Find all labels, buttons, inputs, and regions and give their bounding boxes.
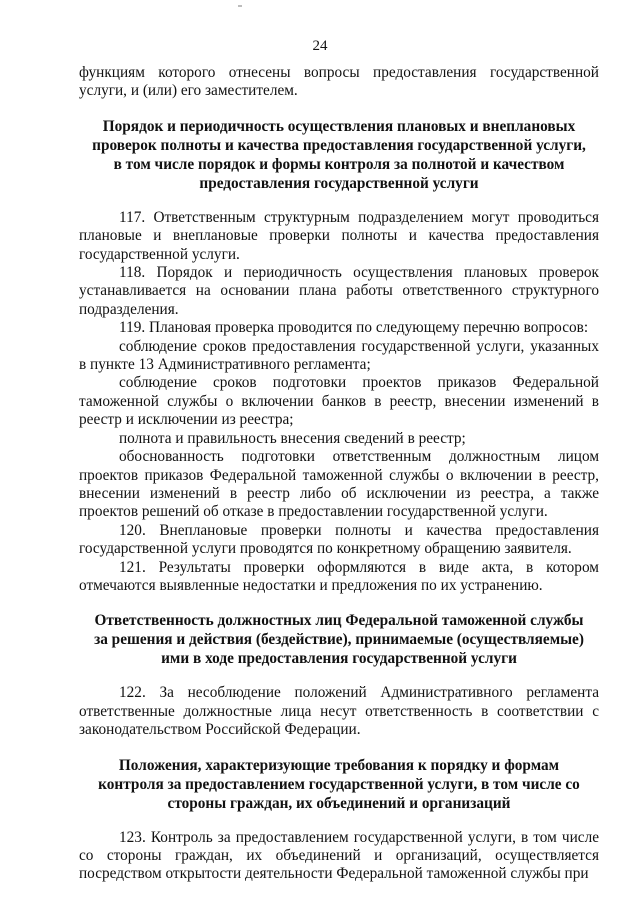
list-item-justification: обоснованность подготовки ответственным должностным лицом проектов приказов Федеральной таможенной службы о включении в реестр, внесении изменений в реестр либо об исключении из реестра, а также проектов решений об отказе в предоставлении государственной услуги. bbox=[79, 448, 599, 521]
section-heading-public-control: Положения, характеризующие требования к порядку и формам контроля за предоставлением государственной услуги, в том числе со стороны граждан, их объединений и организаций bbox=[98, 756, 580, 812]
page-number: 24 bbox=[312, 38, 328, 54]
paragraph-118: 118. Порядок и периодичность осуществления плановых проверок устанавливается на основании плана работы ответственного структурного подразделения. bbox=[79, 264, 599, 318]
paragraph-119: 119. Плановая проверка проводится по следующему перечню вопросов: bbox=[119, 319, 589, 337]
paragraph-continuation: функциям которого отнесены вопросы предоставления государственной услуги, и (или) его заместителем. bbox=[79, 64, 599, 100]
paragraph-117: 117. Ответственным структурным подразделением могут проводиться плановые и внеплановые проверки полноты и качества предоставления государственной услуги. bbox=[79, 208, 599, 263]
scan-artifact bbox=[238, 5, 242, 7]
section-heading-responsibility: Ответственность должностных лиц Федеральной таможенной службы за решения и действия (бездействие), принимаемые (осуществляемые) ими в ходе предоставления государственной услуги bbox=[94, 612, 584, 668]
section-heading-control-procedure: Порядок и периодичность осуществления плановых и внеплановых проверок полноты и качества предоставления государственной услуги, в том числе порядок и формы контроля за полнотой и качеством предоставления государственной услуги bbox=[92, 117, 586, 192]
list-item-registry-accuracy: полнота и правильность внесения сведений в реестр; bbox=[119, 429, 466, 447]
paragraph-121: 121. Результаты проверки оформляются в виде акта, в котором отмечаются выявленные недостатки и предложения по их устранению. bbox=[79, 558, 599, 594]
paragraph-123: 123. Контроль за предоставлением государственной услуги, в том числе со стороны граждан, их объединений и организаций, осуществляется посредством открытости деятельности Федеральной таможенной службы при bbox=[79, 828, 599, 883]
paragraph-122: 122. За несоблюдение положений Административного регламента ответственные должностные лица несут ответственность в соответствии с законодательством Российской Федерации. bbox=[79, 684, 599, 739]
list-item-draft-orders: соблюдение сроков подготовки проектов приказов Федеральной таможенной службы о включении банков в реестр, внесении изменений в реестр и исключении из реестра; bbox=[79, 374, 599, 429]
list-item-deadlines: соблюдение сроков предоставления государственной услуги, указанных в пункте 13 Административного регламента; bbox=[79, 337, 599, 374]
document-body bbox=[79, 64, 599, 884]
paragraph-120: 120. Внеплановые проверки полноты и качества предоставления государственной услуги проводятся по конкретному обращению заявителя. bbox=[79, 521, 599, 558]
